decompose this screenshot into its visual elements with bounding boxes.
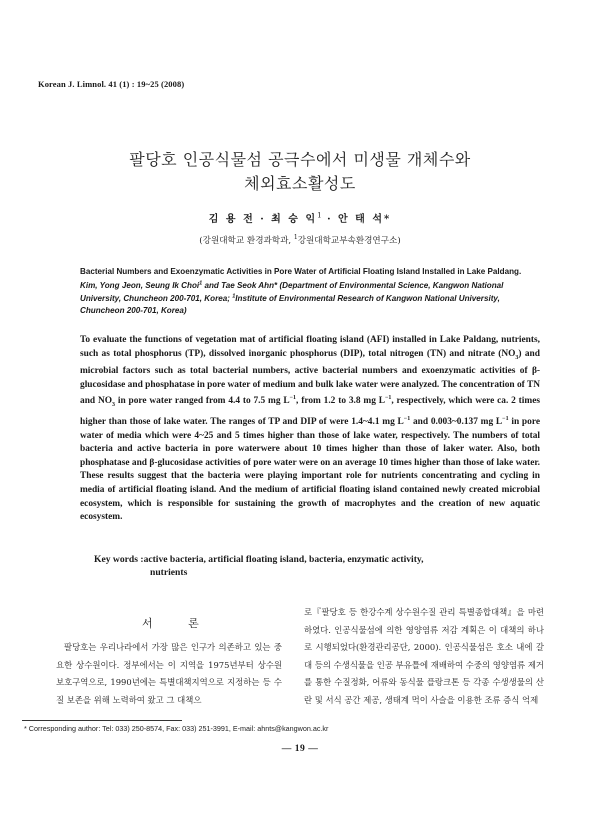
corresponding-author-footnote: * Corresponding author: Tel: 033) 250-8574, Fax: 033) 251-3991, E-mail: ahnts@kangwon.ac.kr	[24, 724, 329, 733]
author-names-2: · 안 태 석*	[321, 214, 392, 225]
korean-title-line-2: 체외효소활성도	[244, 174, 356, 193]
author-affil-sup: 1	[317, 211, 322, 220]
abstract-text-2: ) and microbial factors such as total bacterial numbers, active bacterial numbers and exoenzymatic activities of β-glucosidase and phosphatase in pore water of medium and bulk lake water were analyzed. The concentration of TN and NO	[80, 348, 540, 407]
footnote-divider	[22, 720, 182, 721]
abstract	[80, 334, 540, 525]
keywords-line-2: nutrients	[150, 566, 188, 578]
section-heading-introduction: 서 론	[142, 617, 215, 630]
abstract-sub-2: 3	[112, 402, 116, 409]
journal-reference: Korean J. Limnol. 41 (1) : 19~25 (2008)	[38, 79, 185, 89]
abstract-sub-1: 3	[515, 354, 519, 361]
korean-authors	[0, 210, 600, 225]
keywords-line-1: active bacteria, artificial floating island, bacteria, enzymatic activity,	[143, 554, 424, 565]
abstract-text-1: To evaluate the functions of vegetation mat of artificial floating island (AFI) installed in Lake Paldang, nutrients, such as total phosphorus (TP), dissolved inorganic phosphorus (DIP), total nitrogen (TN) and nitrate (NO	[80, 335, 540, 359]
affiliation-sup: 1	[293, 234, 298, 242]
page-number: — 19 —	[281, 743, 319, 754]
abstract-sup-4: −1	[502, 415, 509, 422]
abstract-text-4: , from 1.2 to 3.8 mg L	[296, 396, 385, 407]
right-column	[304, 604, 544, 710]
korean-title-line-1: 팔당호 인공식물섬 공극수에서 미생물 개체수와	[129, 150, 471, 169]
keywords-label: Key words :	[94, 554, 144, 565]
abstract-text-7: in pore water of media which were 4~25 and 5 times higher than those of lake water, respectively. The numbers of total bacteria and active bacteria in pore waterwere about 10 times higher than those of laker water. Also, both phosphatase and β-glucosidase activities of pore water were on an average 10 times higher than those of lake water. These results suggest that the bacteria were playing important role for nutrients concentrating and cycling in media of artificial floating island. And the medium of artificial floating island contained newly created microbial ecosystem, which is responsible for sustaining the growth of macrophytes and the creation of new aquatic ecosystem.	[80, 416, 540, 523]
left-column	[56, 639, 282, 709]
abstract-sup-3: −1	[403, 415, 411, 422]
affiliation-part-1: (강원대학교 환경과학과,	[199, 236, 294, 246]
english-authors-part-2: and Tae Seok Ahn* (Department of Environmental Science, Kangwon National University, Chuncheon 200-701, Korea;	[80, 280, 504, 304]
english-title: Bacterial Numbers and Exoenzymatic Activities in Pore Water of Artificial Floating Island Installed in Lake Paldang.	[80, 267, 522, 276]
korean-affiliation	[0, 234, 600, 246]
left-column-paragraph: 팔당호는 우리나라에서 가장 많은 인구가 의존하고 있는 중요한 상수원이다. 정부에서는 이 지역을 1975년부터 상수원보호구역으로, 1990년에는 특별대책지역으로 지정하는 등 수질 보존을 위해 노력하여 왔고 그 대책으	[56, 642, 282, 705]
english-institute: Institute of Environmental Research of Kangwon National University, Chuncheon 200-701, Korea)	[80, 294, 500, 316]
abstract-sup-2: −1	[384, 395, 392, 402]
english-authors-part-1: Kim, Yong Jeon, Seung Ik Choi	[80, 280, 200, 290]
abstract-text-5: , respectively, which were ca. 2 times higher than those of lake water. The ranges of TP and DIP of were 1.4~4.1 mg L	[80, 396, 540, 427]
right-column-paragraph: 로『팔당호 등 한강수계 상수원수질 관리 특별종합대책』을 마련하였다. 인공식물섬에 의한 영양염류 저감 계획은 이 대책의 하나로 시행되었다(환경관리공단, 2000). 인공식물섬은 호소 내에 갈대 등의 수생식물을 인공 부유틀에 재배하여 수중의 영양염류 제거를 통한 수질정화, 어류와 동식물 플랑크톤 등 각종 수생생물의 산란 및 서식 공간 제공, 생태계 먹이 사슬을 이용한 조류 증식 억제	[304, 607, 544, 705]
affiliation-part-2: 강원대학교부속환경연구소)	[297, 236, 401, 246]
abstract-text-3: in pore water ranged from 4.4 to 7.5 mg L	[115, 396, 290, 407]
abstract-sup-1: −1	[289, 395, 297, 402]
english-inst-sup: 1	[232, 293, 236, 300]
english-authors	[80, 281, 503, 316]
keywords	[94, 554, 544, 579]
english-authors-sup: 1	[199, 279, 203, 286]
abstract-text-6: and 0.003~0.137 mg L	[410, 416, 503, 427]
author-names-1: 김 용 전 · 최 승 익	[208, 214, 318, 225]
english-title-block	[80, 266, 540, 317]
